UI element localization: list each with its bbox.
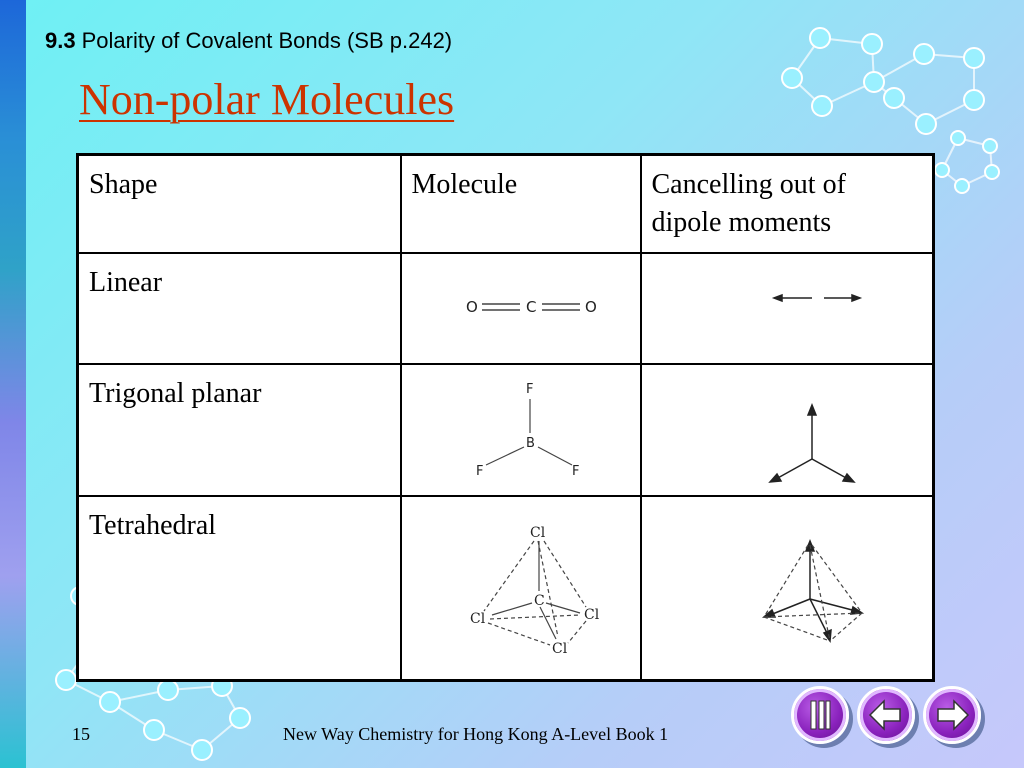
dipole-cell bbox=[641, 496, 934, 681]
atom-label: O bbox=[584, 298, 597, 316]
arrow-left-icon bbox=[860, 689, 912, 741]
atom-label: F bbox=[475, 464, 483, 479]
shape-cell: Trigonal planar bbox=[78, 364, 401, 496]
previous-button[interactable] bbox=[857, 686, 915, 744]
molecule-cell bbox=[401, 364, 641, 496]
section-number: 9.3 bbox=[45, 28, 76, 53]
co2-structure-diagram bbox=[412, 264, 632, 344]
shape-cell: Tetrahedral bbox=[78, 496, 401, 681]
molecule-cell bbox=[401, 253, 641, 364]
section-title: Polarity of Covalent Bonds (SB p.242) bbox=[81, 28, 453, 53]
bf3-structure-diagram bbox=[412, 375, 632, 485]
tetrahedral-dipole-arrows bbox=[652, 507, 922, 667]
header-cancelling: Cancelling out of dipole moments bbox=[641, 155, 934, 254]
shape-cell: Linear bbox=[78, 253, 401, 364]
atom-label: Cl bbox=[529, 525, 545, 541]
trigonal-dipole-arrows bbox=[652, 375, 922, 485]
table-row bbox=[78, 364, 934, 496]
section-heading bbox=[45, 28, 452, 54]
footer-book-title: New Way Chemistry for Hong Kong A-Level Book 1 bbox=[283, 724, 669, 744]
atom-label: O bbox=[465, 298, 478, 316]
table-row bbox=[78, 496, 934, 681]
header-molecule: Molecule bbox=[401, 155, 641, 254]
atom-label: Cl bbox=[583, 607, 599, 623]
exit-button[interactable] bbox=[791, 686, 849, 744]
atom-label: C bbox=[533, 593, 545, 609]
dipole-cell bbox=[641, 253, 934, 364]
arrow-right-icon bbox=[926, 689, 978, 741]
atom-label: F bbox=[525, 382, 533, 397]
atom-label: Cl bbox=[551, 641, 567, 657]
linear-dipole-arrows bbox=[652, 264, 922, 344]
table-header-row bbox=[78, 155, 934, 254]
header-shape: Shape bbox=[78, 155, 401, 254]
atom-label: F bbox=[571, 464, 579, 479]
slide-title: Non-polar Molecules bbox=[79, 75, 455, 124]
molecule-table bbox=[76, 153, 935, 682]
dipole-cell bbox=[641, 364, 934, 496]
next-button[interactable] bbox=[923, 686, 981, 744]
atom-label: B bbox=[525, 436, 535, 451]
molecule-cell bbox=[401, 496, 641, 681]
atom-label: Cl bbox=[469, 611, 485, 627]
ccl4-structure-diagram bbox=[412, 507, 632, 667]
atom-label: C bbox=[525, 298, 536, 316]
table-row bbox=[78, 253, 934, 364]
pause-bars-icon bbox=[794, 689, 846, 741]
page-number: 15 bbox=[72, 724, 90, 744]
